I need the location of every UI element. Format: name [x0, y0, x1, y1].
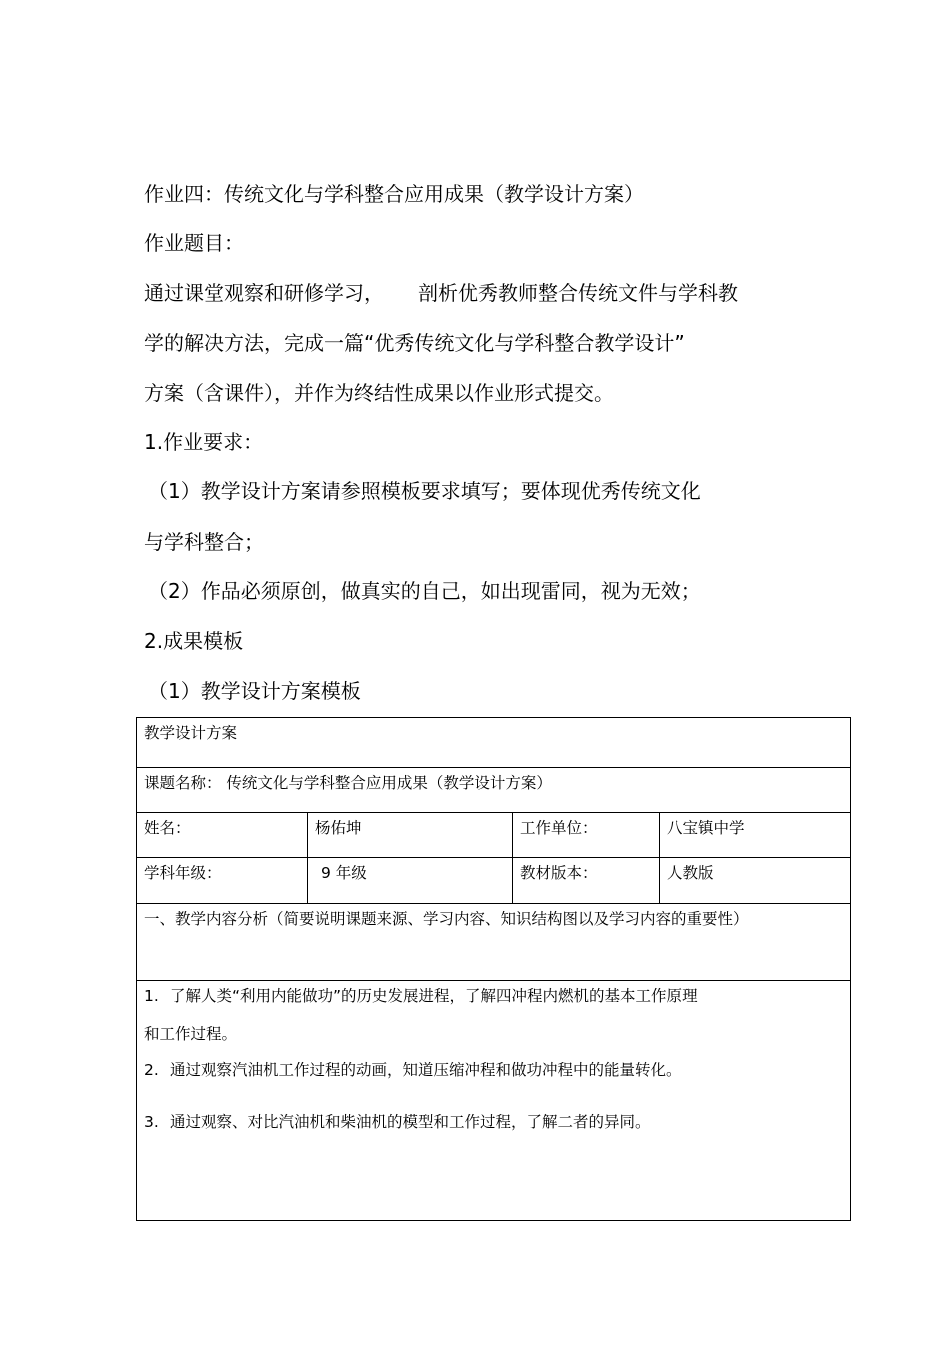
table-row — [137, 768, 851, 813]
analysis-content-cell — [137, 981, 851, 1221]
table-row — [137, 718, 851, 768]
assignment-title: 作业四：传统文化与学科整合应用成果（教学设计方案） — [144, 182, 644, 206]
name-label-cell: 姓名： — [137, 813, 308, 858]
name-value-cell: 杨佑坤 — [308, 813, 513, 858]
unit-label-cell: 工作单位： — [513, 813, 660, 858]
template-heading: 2.成果模板 — [144, 629, 244, 653]
list-item-number: 2. — [144, 1061, 159, 1079]
intro-line-1 — [144, 280, 738, 306]
topic-label: 作业题目： — [144, 231, 244, 255]
requirements-heading: 1.作业要求： — [144, 430, 264, 454]
list-item — [144, 985, 843, 1007]
list-item-text: 了解人类“利用内能做功”的历史发展进程，了解四冲程内燃机的基本工作原理 — [170, 987, 698, 1005]
list-item — [144, 1059, 843, 1081]
table-row — [137, 904, 851, 981]
unit-value-cell: 八宝镇中学 — [660, 813, 851, 858]
list-item-number: 3. — [144, 1113, 159, 1131]
requirement-1-line-2: 与学科整合； — [144, 530, 264, 554]
intro-line-2: 学的解决方法，完成一篇“优秀传统文化与学科整合教学设计” — [144, 331, 685, 355]
list-item — [144, 1023, 843, 1045]
table-row — [137, 981, 851, 1221]
edition-label-cell: 教材版本： — [513, 858, 660, 904]
lesson-plan-table — [136, 717, 851, 1221]
table-header-cell: 教学设计方案 — [137, 718, 851, 768]
course-name-cell: 课题名称： 传统文化与学科整合应用成果（教学设计方案） — [137, 768, 851, 813]
intro-line-3: 方案（含课件），并作为终结性成果以作业形式提交。 — [144, 381, 614, 405]
list-item-number: 1. — [144, 987, 159, 1005]
requirement-2: （2）作品必须原创，做真实的自己，如出现雷同，视为无效； — [148, 579, 701, 603]
table-row — [137, 813, 851, 858]
requirement-1-line-1: （1）教学设计方案请参照模板要求填写；要体现优秀传统文化 — [148, 479, 701, 503]
template-subheading: （1）教学设计方案模板 — [148, 679, 361, 703]
table-row — [137, 858, 851, 904]
list-item-text: 通过观察、对比汽油机和柴油机的模型和工作过程，了解二者的异同。 — [170, 1113, 651, 1131]
grade-value-cell: 9 年级 — [308, 858, 513, 904]
list-item-text: 和工作过程。 — [144, 1025, 238, 1043]
intro-line-1-part-a: 通过课堂观察和研修学习， — [144, 281, 384, 305]
analysis-heading-cell: 一、教学内容分析（简要说明课题来源、学习内容、知识结构图以及学习内容的重要性） — [137, 904, 851, 981]
list-item — [144, 1111, 843, 1133]
intro-line-1-part-b: 剖析优秀教师整合传统文件与学科教 — [418, 281, 738, 305]
edition-value-cell: 人教版 — [660, 858, 851, 904]
grade-label-cell: 学科年级： — [137, 858, 308, 904]
list-item-text: 通过观察汽油机工作过程的动画，知道压缩冲程和做功冲程中的能量转化。 — [170, 1061, 682, 1079]
